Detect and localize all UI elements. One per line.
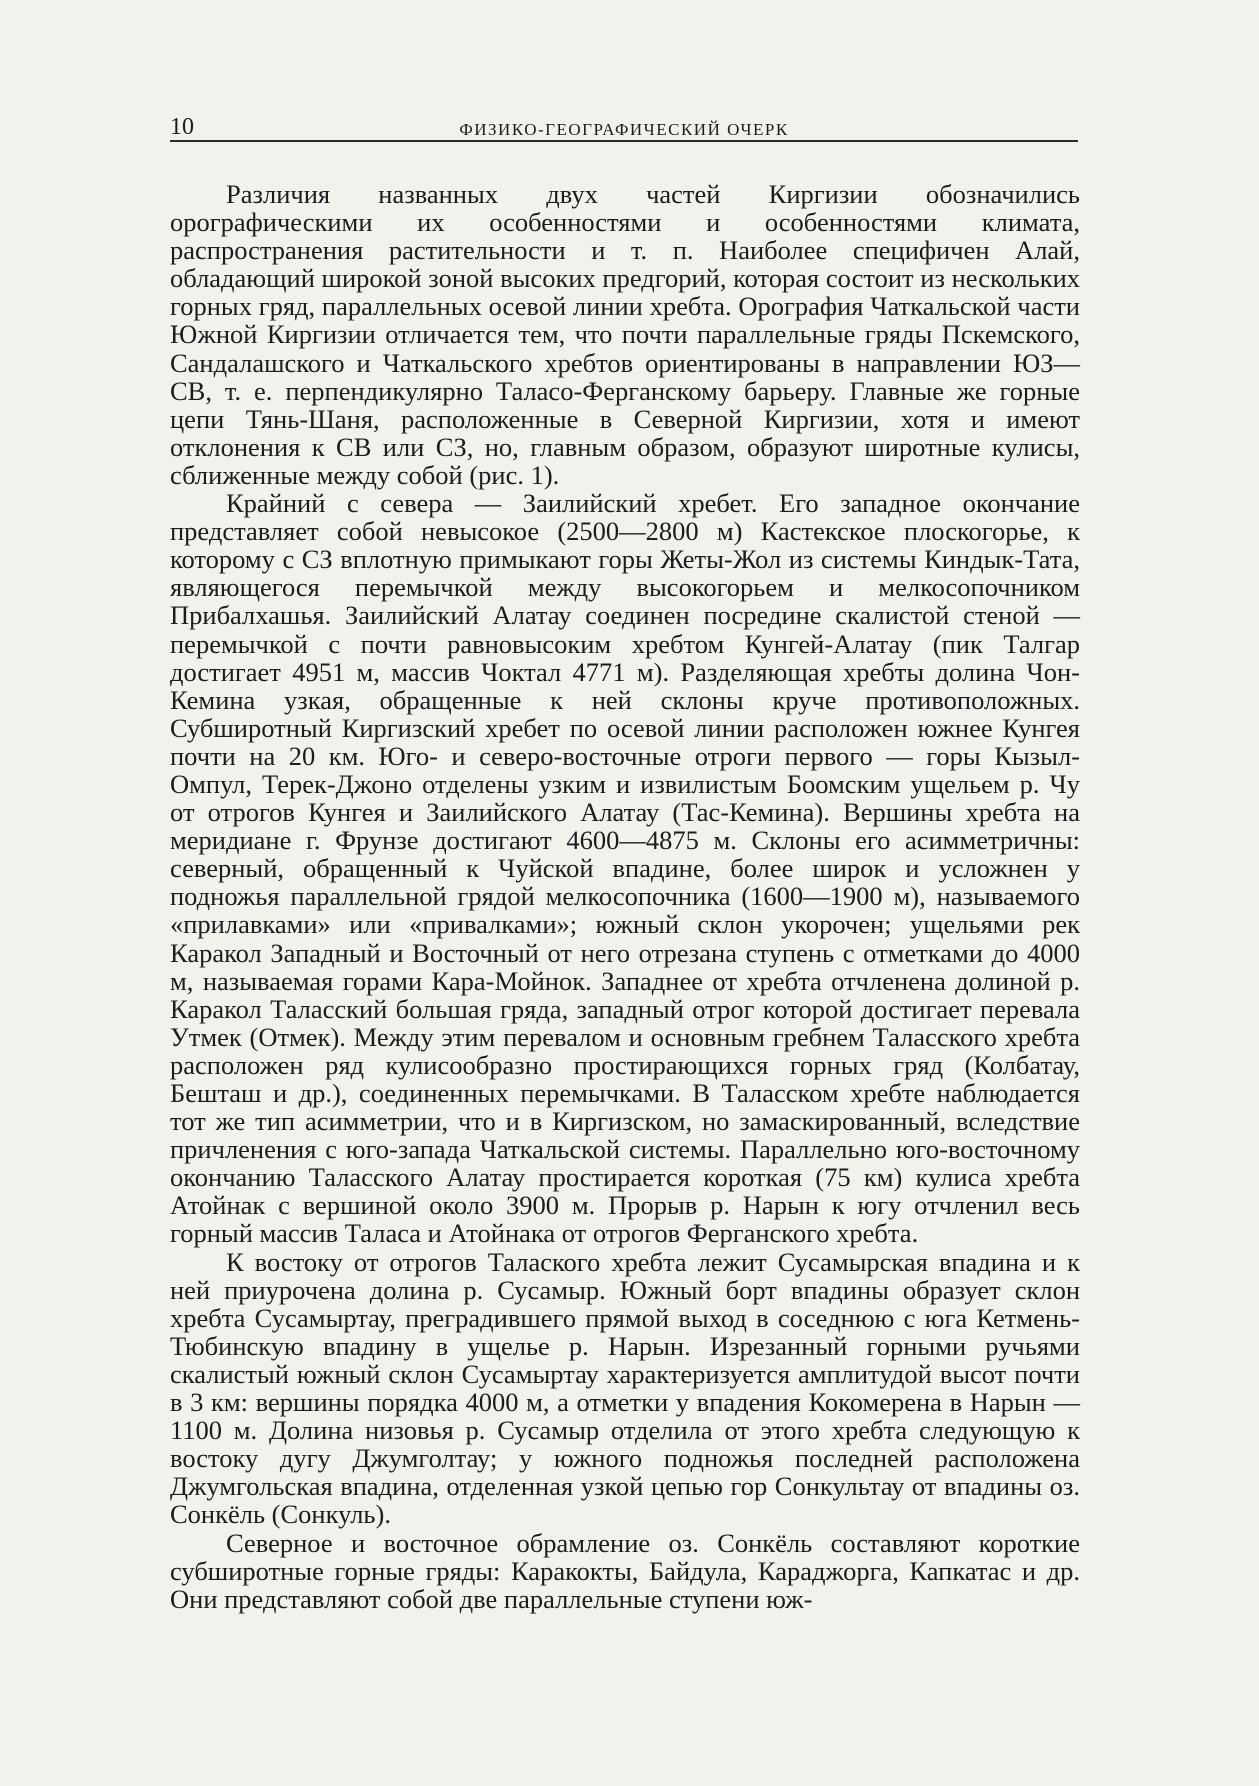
paragraph: Северное и восточное обрамление оз. Сонкёль составляют короткие субширотные горные гряды: Каракокты, Байдула, Караджорга, Капкатас и др. Они представляют собой две параллельные ступени юж- bbox=[170, 1527, 1080, 1614]
paragraph: К востоку от отрогов Талаского хребта лежит Сусамырская впадина и к ней приурочена долина р. Сусамыр. Южный борт впадины образует склон хребта Сусамыртау, преградившего прямой выход в соседнюю с юга Кетмень-Тюбинскую впадину в ущелье р. Нарын. Изрезанный горными ручьями скалистый южный склон Сусамыртау характеризуется амплитудой высот почти в 3 км: вершины порядка 4000 м, а отметки у впадения Кокомерена в Нарын — 1100 м. Долина низовья р. Сусамыр отделила от этого хребта следующую к востоку дугу Джумголтау; у южного подножья последней расположена Джумгольская впадина, отделенная узкой цепью гор Сонкультау от впадины оз. Сонкёль (Сонкуль). bbox=[170, 1246, 1080, 1530]
paragraph: Крайний с севера — Заилийский хребет. Его западное окончание представляет собой невысокое (2500—2800 м) Кастекское плоскогорье, к которому с СЗ вплотную примыкают горы Жеты-Жол из системы Киндык-Тата, являющегося перемычкой между высокогорьем и мелкосопочником Прибалхашья. Заилийский Алатау соединен посредине скалистой стеной — перемычкой с почти равновысоким хребтом Кунгей-Алатау (пик Талгар достигает 4951 м, массив Чоктал 4771 м). Разделяющая хребты долина Чон-Кемина узкая, обращенные к ней склоны круче противоположных. Субширотный Киргизский хребет по осевой линии расположен южнее Кунгея почти на 20 км. Юго- и северо-восточные отроги первого — горы Кызыл-Омпул, Терек-Джоно отделены узким и извилистым Боомским ущельем р. Чу от отрогов Кунгея и Заилийского Алатау (Тас-Кемина). Вершины хребта на меридиане г. Фрунзе достигают 4600—4875 м. Склоны его асимметричны: северный, обращенный к Чуйской впадине, более широк и усложнен у подножья параллельной грядой мелкосопочника (1600—1900 м), называемого «прилавками» или «привалками»; южный склон укорочен; ущельями рек Каракол Западный и Восточный от него отрезана ступень с отметками до 4000 м, называемая горами Кара-Мойнок. Западнее от хребта отчленена долиной р. Каракол Таласский большая гряда, западный отрог которой достигает перевала Утмек (Отмек). Между этим перевалом и основным гребнем Таласского хребта расположен ряд кулисообразно простирающихся горных гряд (Колбатау, Бешташ и др.), соединенных перемычками. В Таласском хребте наблюдается тот же тип асимметрии, что и в Киргизском, но замаскированный, вследствие причленения с юго-запада Чаткальской системы. Параллельно юго-восточному окончанию Таласского Алатау простирается короткая (75 км) кулиса хребта Атойнак с вершиной около 3900 м. Прорыв р. Нарын к югу отчленил весь горный массив Таласа и Атойнака от отрогов Ферганского хребта. bbox=[170, 488, 1080, 1249]
paragraph: Различия названных двух частей Киргизии обозначились орографическими их особенностями и особенностями климата, распространения растительности и т. п. Наиболее специфичен Алай, обладающий широкой зоной высоких предгорий, которая состоит из нескольких горных гряд, параллельных осевой линии хребта. Орография Чаткальской части Южной Киргизии отличается тем, что почти параллельные гряды Пскемского, Сандалашского и Чаткальского хребтов ориентированы в направлении ЮЗ—СВ, т. е. перпендикулярно Таласо-Ферганскому барьеру. Главные же горные цепи Тянь-Шаня, расположенные в Северной Киргизии, хотя и имеют отклонения к СВ или СЗ, но, главным образом, образуют широтные кулисы, сближенные между собой (рис. 1). bbox=[170, 179, 1080, 490]
running-head: ФИЗИКО-ГЕОГРАФИЧЕСКИЙ ОЧЕРК bbox=[459, 120, 789, 139]
page-number: 10 bbox=[170, 114, 194, 140]
page-header bbox=[170, 110, 1078, 142]
body-text bbox=[170, 180, 1080, 1613]
